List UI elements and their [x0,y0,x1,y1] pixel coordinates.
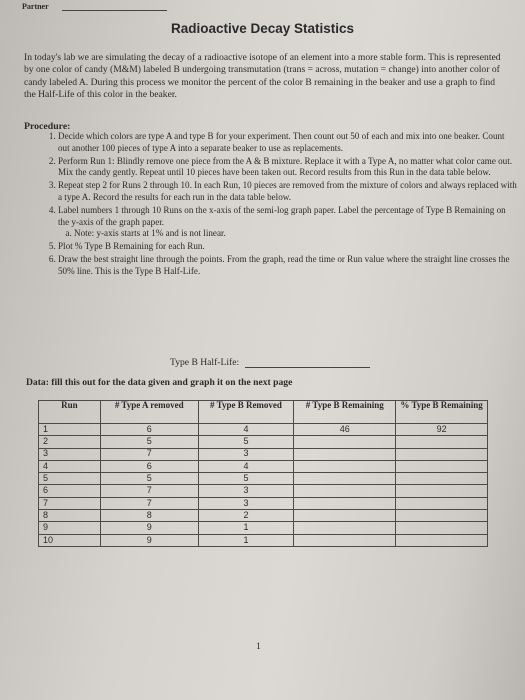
cell-type-b-removed: 3 [198,448,294,460]
cell-run: 9 [39,522,101,534]
cell-percent-b-remaining [396,448,488,460]
cell-type-a-removed: 6 [100,424,198,436]
cell-type-b-removed: 3 [198,497,294,509]
cell-type-b-remaining [294,522,396,534]
procedure-step: 6. Draw the best straight line through the points. From the graph, read the time or Run value where the straight line crosses the 50% line. This is the Type B Half-Life. [58,254,518,277]
procedure-step: 1. Decide which colors are type A and type B for your experiment. Then count out 50 of each and mix into one beaker. Count out another 100 pieces of type A into a separate beaker to use as replacements. [58,131,518,154]
cell-type-a-removed: 7 [100,497,198,509]
cell-type-b-remaining [294,534,396,546]
cell-run: 2 [39,436,101,448]
cell-type-a-removed: 7 [100,448,198,460]
cell-type-a-removed: 7 [100,485,198,497]
cell-type-b-removed: 3 [198,485,294,497]
procedure-step: 5. Plot % Type B Remaining for each Run. [58,241,518,253]
cell-run: 10 [39,534,101,546]
cell-type-b-remaining [294,510,396,522]
cell-type-a-removed: 5 [100,436,198,448]
half-life-field [170,357,370,368]
cell-run: 4 [39,460,101,472]
procedure-substep: a. Note: y-axis starts at 1% and is not linear. [74,228,518,240]
table-row [39,473,488,485]
cell-percent-b-remaining [396,473,488,485]
cell-type-a-removed: 8 [100,510,198,522]
cell-type-b-remaining [294,460,396,472]
cell-percent-b-remaining [396,510,488,522]
column-header-type-b-removed: # Type B Removed [198,401,294,424]
cell-percent-b-remaining [396,436,488,448]
procedure-step: 3. Repeat step 2 for Runs 2 through 10. In each Run, 10 pieces are removed from the mixture of colors and always replaced with a type A. Record the results for each run in the data table below. [58,180,518,203]
procedure-heading: Procedure: [24,121,71,132]
cell-type-b-remaining [294,473,396,485]
column-header-type-b-remaining: # Type B Remaining [294,401,396,424]
cell-percent-b-remaining [396,485,488,497]
column-header-type-a-removed: # Type A removed [100,401,198,424]
cell-run: 7 [39,497,101,509]
cell-run: 8 [39,510,101,522]
procedure-steps [40,131,518,279]
cell-type-b-removed: 1 [198,522,294,534]
cell-run: 3 [39,448,101,460]
cell-type-b-removed: 1 [198,534,294,546]
page-number: 1 [256,641,261,652]
cell-run: 5 [39,473,101,485]
table-row [39,448,488,460]
cell-type-b-remaining [294,448,396,460]
column-header-run: Run [39,401,101,424]
page-title: Radioactive Decay Statistics [170,21,355,36]
cell-type-a-removed: 5 [100,473,198,485]
intro-paragraph: In today's lab we are simulating the decay of a radioactive isotope of an element into a more stable form. This is represented by one color of candy (M&M) labeled B undergoing transmutation (trans = across, mutation = change) into another color of candy labeled A. During this process we monitor the percent of the color B remaining in the beaker and use a graph to find the Half-Life of this color in the beaker. [24,51,501,101]
procedure-step: 2. Perform Run 1: Blindly remove one piece from the A & B mixture. Replace it with a Type A, no matter what color came out. Mix the candy gently. Repeat until 10 pieces have been taken out. Record results from this Run in the data table below. [58,156,518,179]
cell-type-b-remaining [294,497,396,509]
cell-type-b-removed: 2 [198,510,294,522]
table-row [39,424,488,436]
table-header-row [39,401,488,424]
cell-run: 1 [39,424,101,436]
cell-type-b-removed: 5 [198,436,294,448]
partner-label: Partner [22,2,49,11]
procedure-step: 4. Label numbers 1 through 10 Runs on the x-axis of the semi-log graph paper. Label the percentage of Type B Remaining on the y-axis of the graph paper. a. Note: y-axis starts at 1% and is not linear. [58,205,518,240]
cell-type-b-remaining [294,436,396,448]
cell-type-a-removed: 9 [100,522,198,534]
cell-run: 6 [39,485,101,497]
cell-type-b-removed: 4 [198,460,294,472]
table-row [39,485,488,497]
table-row [39,460,488,472]
cell-percent-b-remaining [396,534,488,546]
procedure-substeps [58,228,518,240]
cell-type-a-removed: 9 [100,534,198,546]
cell-percent-b-remaining: 92 [396,424,488,436]
cell-type-b-remaining [294,485,396,497]
half-life-blank [245,357,370,368]
half-life-label: Type B Half-Life: [170,357,240,368]
cell-type-b-remaining: 46 [294,424,396,436]
cell-type-b-removed: 5 [198,473,294,485]
table-row [39,534,488,546]
data-table [38,400,488,547]
table-row [39,522,488,534]
cell-percent-b-remaining [396,460,488,472]
cell-type-b-removed: 4 [198,424,294,436]
table-row [39,497,488,509]
table-row [39,436,488,448]
table-row [39,510,488,522]
column-header-percent-b-remaining: % Type B Remaining [396,401,488,424]
cell-type-a-removed: 6 [100,460,198,472]
cell-percent-b-remaining [396,497,488,509]
partner-blank [62,10,167,11]
data-heading: Data: fill this out for the data given and graph it on the next page [26,377,293,388]
cell-percent-b-remaining [396,522,488,534]
